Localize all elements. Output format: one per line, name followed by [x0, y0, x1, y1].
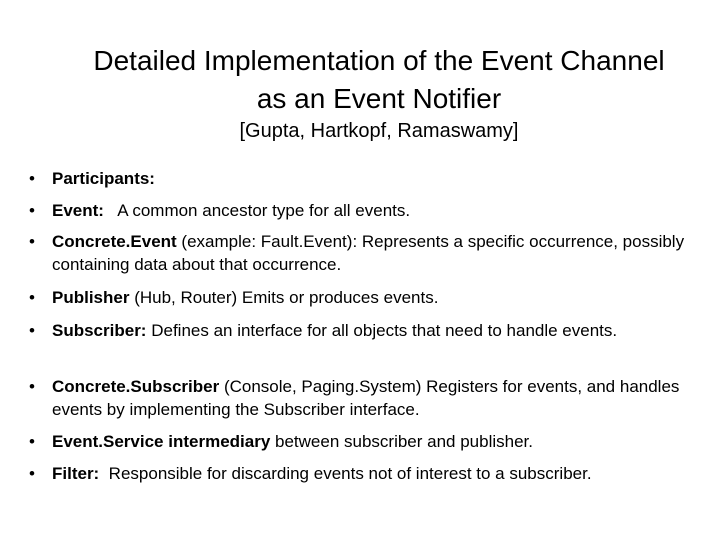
bullet-item-publisher: [29, 286, 699, 309]
bullet-text: [52, 167, 699, 190]
bullet-marker: •: [29, 232, 35, 251]
bullet-item-filter: [29, 462, 699, 485]
bullet-rest: between subscriber and publisher.: [270, 432, 534, 451]
bullet-item-concrete-event: [29, 230, 699, 276]
bullet-rest: Defines an interface for all objects that need to handle events.: [146, 321, 618, 340]
bullet-marker: •: [29, 201, 35, 220]
bullet-bold: Participants:: [52, 169, 155, 188]
bullet-bold: Filter:: [52, 464, 100, 483]
slide-title: [20, 42, 720, 118]
bullet-bold: Concrete.Event: [52, 232, 177, 251]
bullet-rest: (example: Fault.Event): Represents a specific occurrence, possibly containing data about that occurrence.: [52, 232, 685, 274]
bullet-marker: •: [29, 377, 35, 396]
bullet-rest: (Console, Paging.System) Registers for events, and handles events by implementing the Subscriber interface.: [52, 377, 680, 419]
bullet-marker: •: [29, 432, 35, 451]
bullet-text: [52, 375, 699, 421]
title-line-1: Detailed Implementation of the Event Channel: [93, 45, 665, 76]
bullet-marker: •: [29, 169, 35, 188]
bullet-rest: A common ancestor type for all events.: [103, 201, 411, 220]
bullet-text: [52, 286, 699, 309]
slide-subtitle: [Gupta, Hartkopf, Ramaswamy]: [239, 120, 519, 142]
bullet-bold: Publisher: [52, 288, 130, 307]
bullet-marker: •: [29, 464, 35, 483]
bullet-rest: Responsible for discarding events not of interest to a subscriber.: [99, 464, 592, 483]
bullet-rest: (Hub, Router) Emits or produces events.: [129, 288, 439, 307]
bullet-bold: Concrete.Subscriber: [52, 377, 220, 396]
title-line-2: as an Event Notifier: [256, 83, 502, 114]
bullet-item-event-service: [29, 430, 699, 453]
bullet-text: [52, 230, 699, 276]
bullet-marker: •: [29, 321, 35, 340]
bullet-text: [52, 199, 699, 222]
bullet-marker: •: [29, 288, 35, 307]
bullet-text: [52, 462, 699, 485]
bullet-item-subscriber: [29, 319, 699, 342]
bullet-bold: Subscriber:: [52, 321, 147, 340]
bullet-item-participants: [29, 167, 699, 190]
bullet-item-concrete-subscriber: [29, 375, 699, 421]
bullet-text: [52, 430, 699, 453]
bullet-item-event: [29, 199, 699, 222]
bullet-text: [52, 319, 699, 342]
bullet-bold: Event:: [52, 201, 104, 220]
bullet-bold: Event.Service intermediary: [52, 432, 271, 451]
